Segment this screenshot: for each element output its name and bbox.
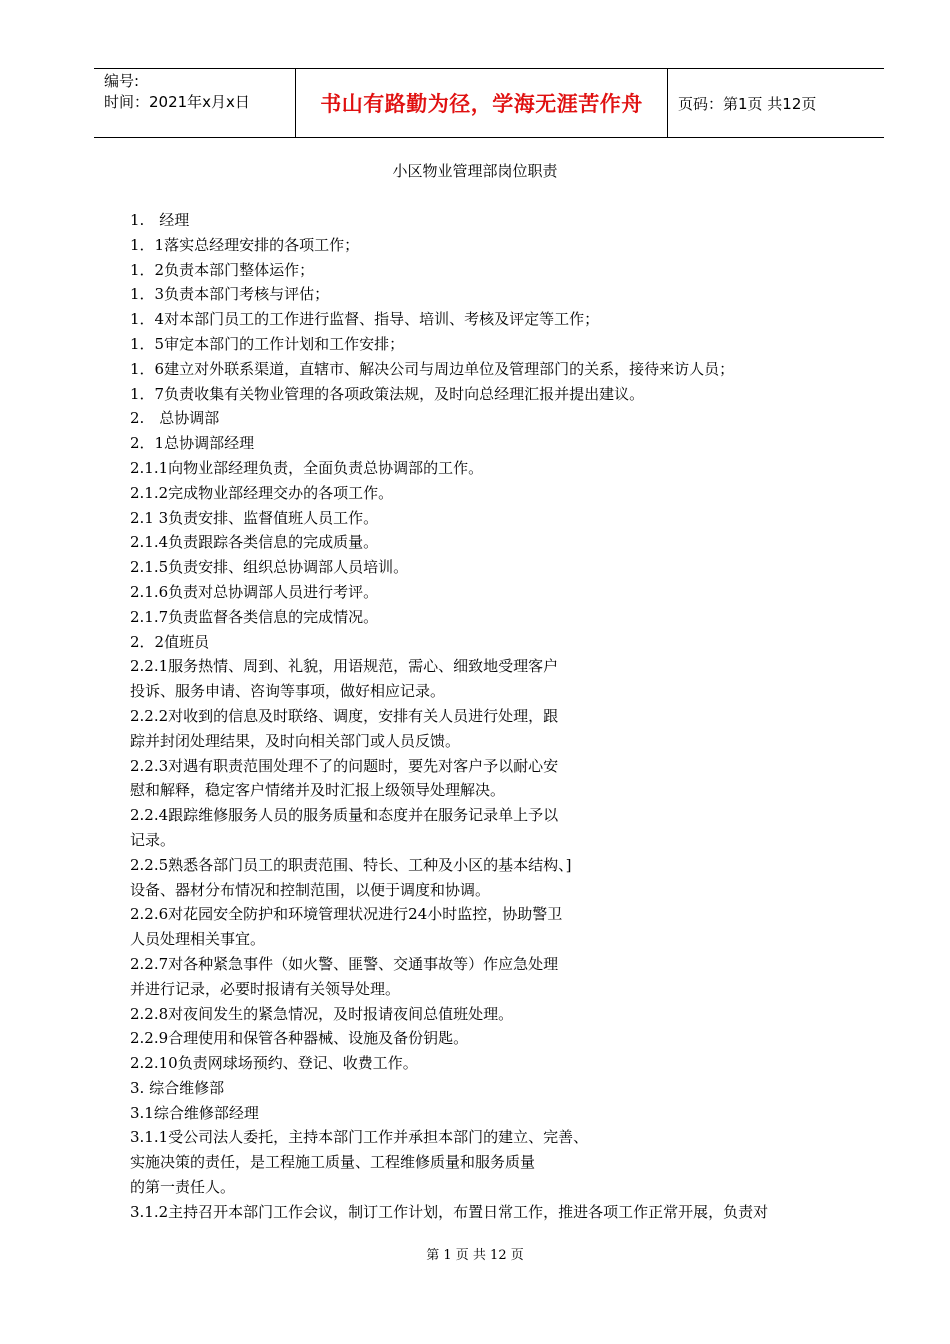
body-line: 2.1 3负责安排、监督值班人员工作。 bbox=[130, 508, 379, 527]
body-line: 2.2.10负责网球场预约、登记、收费工作。 bbox=[130, 1054, 418, 1073]
body-line: 2.2.8对夜间发生的紧急情况，及时报请夜间总值班处理。 bbox=[130, 1004, 514, 1023]
body-line: 慰和解释，稳定客户情绪并及时汇报上级领导处理解决。 bbox=[130, 781, 506, 800]
body-line: 3.1.2主持召开本部门工作会议，制订工作计划，布置日常工作，推进各项工作正常开展，负责对 bbox=[130, 1202, 769, 1221]
body-line: 2．2值班员 bbox=[130, 632, 210, 651]
body-line: 3.1.1受公司法人委托，主持本部门工作并承担本部门的建立、完善、 bbox=[130, 1128, 589, 1147]
code-label: 编号: bbox=[104, 72, 140, 90]
body-line: 2.2.9合理使用和保管各种器械、设施及备份钥匙。 bbox=[130, 1029, 469, 1048]
body-line: 2.1.4负责跟踪各类信息的完成质量。 bbox=[130, 533, 379, 552]
body-line: 踪并封闭处理结果，及时向相关部门或人员反馈。 bbox=[130, 731, 461, 750]
body-line: 2.2.4跟踪维修服务人员的服务质量和态度并在服务记录单上予以 bbox=[130, 806, 559, 825]
body-line: 2．1总协调部经理 bbox=[130, 434, 255, 453]
body-line: 2.2.6对花园安全防护和环境管理状况进行24小时监控，协助警卫 bbox=[130, 905, 563, 924]
body-line: 1．2负责本部门整体运作； bbox=[130, 260, 315, 279]
body-line: 1．7负责收集有关物业管理的各项政策法规，及时向总经理汇报并提出建议。 bbox=[130, 384, 645, 403]
body-line: 1. 经理 bbox=[130, 211, 190, 229]
time-line: 时间：2021年x月x日 bbox=[104, 93, 250, 111]
body-line: 2.2.1服务热情、周到、礼貌，用语规范，需心、细致地受理客户 bbox=[130, 657, 559, 676]
body-line: 设备、器材分布情况和控制范围，以便于调度和协调。 bbox=[130, 880, 491, 899]
body-line: 2.2.7对各种紧急事件（如火警、匪警、交通事故等）作应急处理 bbox=[130, 954, 559, 973]
body-line: 实施决策的责任，是工程施工质量、工程维修质量和服务质量 bbox=[130, 1153, 536, 1172]
document-body bbox=[130, 208, 850, 1225]
page-footer: 第 1 页 共 12 页 bbox=[426, 1248, 524, 1263]
body-line: 记录。 bbox=[130, 830, 176, 849]
body-line: 2. 总协调部 bbox=[130, 409, 220, 428]
body-line: 1．4对本部门员工的工作进行监督、指导、培训、考核及评定等工作； bbox=[130, 310, 600, 329]
body-line: 人员处理相关事宜。 bbox=[130, 930, 266, 949]
body-line: 1．5审定本部门的工作计划和工作安排； bbox=[130, 334, 405, 353]
header-page-info: 页码：第1页 共12页 bbox=[678, 94, 817, 113]
page-header bbox=[94, 68, 884, 138]
body-line: 2.1.1向物业部经理负责，全面负责总协调部的工作。 bbox=[130, 458, 484, 477]
body-line: 1．3负责本部门考核与评估； bbox=[130, 285, 330, 304]
body-line: 2.1.2完成物业部经理交办的各项工作。 bbox=[130, 483, 394, 502]
body-line: 并进行记录，必要时报请有关领导处理。 bbox=[130, 979, 401, 998]
body-line: 2.2.3对遇有职责范围处理不了的问题时，要先对客户予以耐心安 bbox=[130, 756, 559, 775]
body-line: 1．1落实总经理安排的各项工作； bbox=[130, 235, 360, 254]
body-line: 2.2.2对收到的信息及时联络、调度，安排有关人员进行处理，跟 bbox=[130, 706, 559, 725]
body-line: 投诉、服务申请、咨询等事项，做好相应记录。 bbox=[130, 682, 446, 701]
body-line: 3.1综合维修部经理 bbox=[130, 1103, 259, 1122]
body-line: 2.1.5负责安排、组织总协调部人员培训。 bbox=[130, 558, 409, 577]
header-meta bbox=[94, 69, 295, 137]
document-title: 小区物业管理部岗位职责 bbox=[392, 162, 558, 180]
header-slogan: 书山有路勤为径，学海无涯苦作舟 bbox=[295, 69, 668, 137]
body-line: 的第一责任人。 bbox=[130, 1178, 236, 1197]
body-line: 2.1.7负责监督各类信息的完成情况。 bbox=[130, 607, 379, 626]
body-line: 2.2.5熟悉各部门员工的职责范围、特长、工种及小区的基本结构、] bbox=[130, 855, 572, 874]
body-line: 2.1.6负责对总协调部人员进行考评。 bbox=[130, 582, 379, 601]
body-line: 1．6建立对外联系渠道，直辖市、解决公司与周边单位及管理部门的关系，接待来访人员； bbox=[130, 359, 735, 378]
body-line: 3. 综合维修部 bbox=[130, 1078, 225, 1097]
